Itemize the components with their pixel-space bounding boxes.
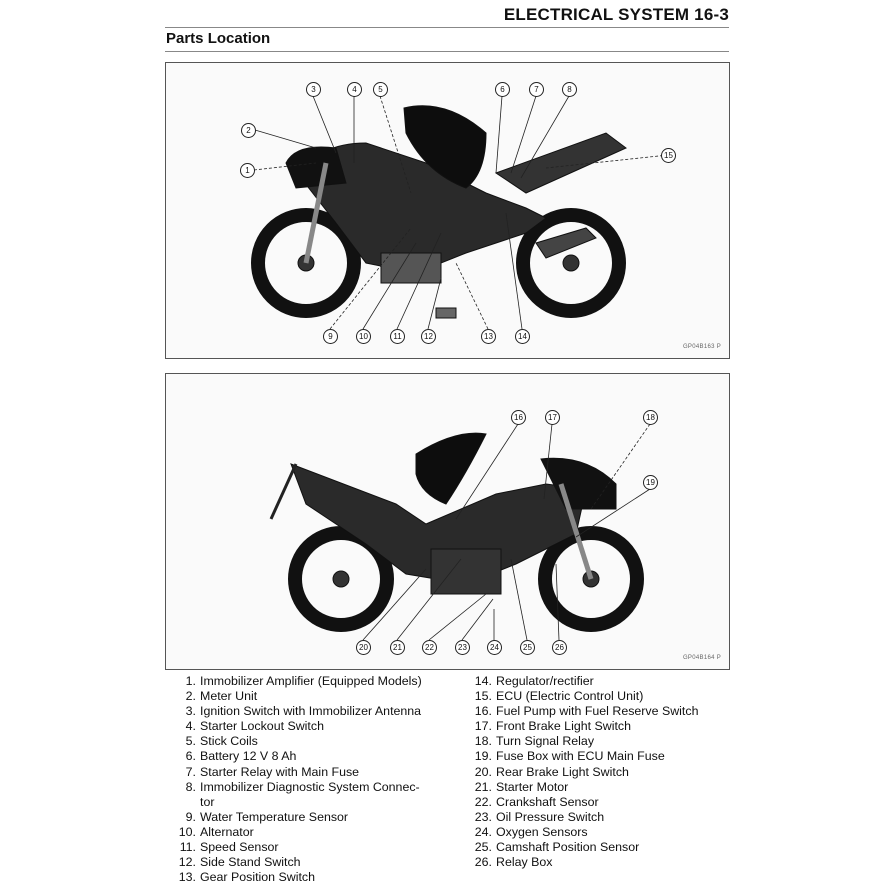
part-label: Fuse Box with ECU Main Fuse [496,749,665,764]
part-label: Front Brake Light Switch [496,719,631,734]
callout-6: 6 [495,82,510,97]
part-number: 23. [474,809,492,824]
part-label: Water Temperature Sensor [200,809,349,824]
callout-17: 17 [545,410,560,425]
part-label: Speed Sensor [200,840,279,855]
part-number: 6. [185,749,196,764]
part-label: Starter Motor [496,779,569,794]
part-number: 13. [178,870,196,885]
callout-3: 3 [306,82,321,97]
part-number: 15. [474,689,492,704]
part-number: 24. [474,824,492,839]
parts-list-item [462,795,732,810]
part-label: Regulator/rectifier [496,674,594,688]
header-rule [165,27,729,28]
callout-26: 26 [552,640,567,655]
parts-list-item [462,674,732,689]
parts-list-item [166,765,456,780]
parts-list-item [462,840,732,855]
callout-1: 1 [240,163,255,178]
part-number: 11. [179,840,196,855]
part-label: Oil Pressure Switch [496,809,605,824]
parts-list-item [462,704,732,719]
callout-4: 4 [347,82,362,97]
part-number: 21. [474,779,492,794]
part-number: 14. [474,674,492,688]
part-label: Immobilizer Diagnostic System Connec- [200,779,420,794]
parts-list-item [462,765,732,780]
callout-24: 24 [487,640,502,655]
part-label: Camshaft Position Sensor [496,840,640,855]
part-label: Oxygen Sensors [496,824,588,839]
parts-list-item [166,734,456,749]
parts-list-item [166,780,456,795]
callout-14: 14 [515,329,530,344]
part-label: ECU (Electric Control Unit) [496,689,644,704]
parts-list-item [462,689,732,704]
parts-list-item [166,749,456,764]
figure-code: GP04B163 P [682,344,721,350]
parts-list-item [462,734,732,749]
part-label: Stick Coils [200,734,258,749]
callout-5: 5 [373,82,388,97]
part-number: 17. [474,719,492,734]
callout-20: 20 [356,640,371,655]
callout-13: 13 [481,329,496,344]
part-number: 18. [474,734,492,749]
callout-7: 7 [529,82,544,97]
part-number: 7. [185,764,196,779]
part-number: 9. [185,809,196,824]
part-label: Meter Unit [200,689,258,704]
callout-9: 9 [323,329,338,344]
part-number: 1. [185,674,196,688]
parts-list-item [166,704,456,719]
callout-22: 22 [422,640,437,655]
parts-list-item [462,810,732,825]
callout-21: 21 [390,640,405,655]
parts-list-left [166,674,456,885]
callout-10: 10 [356,329,371,344]
parts-list-item [166,825,456,840]
part-label: Ignition Switch with Immobilizer Antenna [200,704,422,719]
part-number: 20. [474,764,492,779]
parts-list-item [166,795,456,810]
part-label: Battery 12 V 8 Ah [200,749,297,764]
figure-code: GP04B164 P [682,655,721,661]
part-label: Rear Brake Light Switch [496,764,629,779]
callout-18: 18 [643,410,658,425]
callout-12: 12 [421,329,436,344]
parts-list-right [462,674,732,870]
motorcycle-left-illustration [166,63,729,358]
part-label: Starter Lockout Switch [200,719,324,734]
part-number [166,795,200,810]
part-number: 4. [185,719,196,734]
section-rule [165,51,729,52]
callout-23: 23 [455,640,470,655]
page-header-title: ELECTRICAL SYSTEM 16-3 [503,5,729,24]
callout-25: 25 [520,640,535,655]
parts-list-item [166,840,456,855]
callout-8: 8 [562,82,577,97]
part-number: 22. [474,794,492,809]
part-number: 19. [474,749,492,764]
part-label: Relay Box [496,855,553,870]
parts-list-item [462,749,732,764]
part-label: Alternator [200,824,254,839]
part-label: Fuel Pump with Fuel Reserve Switch [496,704,699,719]
callout-19: 19 [643,475,658,490]
callout-15: 15 [661,148,676,163]
part-label: Starter Relay with Main Fuse [200,764,360,779]
parts-list-item [166,689,456,704]
section-title: Parts Location [166,30,271,47]
parts-list-item [166,870,456,885]
part-number: 16. [474,704,492,719]
parts-list-item [166,674,456,689]
part-label: tor [200,794,215,809]
parts-list-item [166,855,456,870]
callout-16: 16 [511,410,526,425]
part-number: 25. [474,840,492,855]
part-number: 8. [185,779,196,794]
part-label: Gear Position Switch [200,870,316,885]
parts-list-item [462,855,732,870]
part-label: Turn Signal Relay [496,734,595,749]
parts-list-item [462,719,732,734]
parts-list-item [462,825,732,840]
parts-list-item [166,719,456,734]
part-label: Immobilizer Amplifier (Equipped Models) [200,674,422,688]
parts-list-item [166,810,456,825]
callout-11: 11 [390,329,405,344]
part-number: 3. [185,704,196,719]
callout-2: 2 [241,123,256,138]
parts-list-item [462,780,732,795]
part-number: 5. [185,734,196,749]
part-number: 12. [178,855,196,870]
part-label: Side Stand Switch [200,855,301,870]
part-label: Crankshaft Sensor [496,794,599,809]
figure-left-side-view [165,62,730,359]
figure-right-side-view [165,373,730,670]
part-number: 2. [185,689,196,704]
part-number: 26. [474,855,492,870]
part-number: 10. [178,824,196,839]
